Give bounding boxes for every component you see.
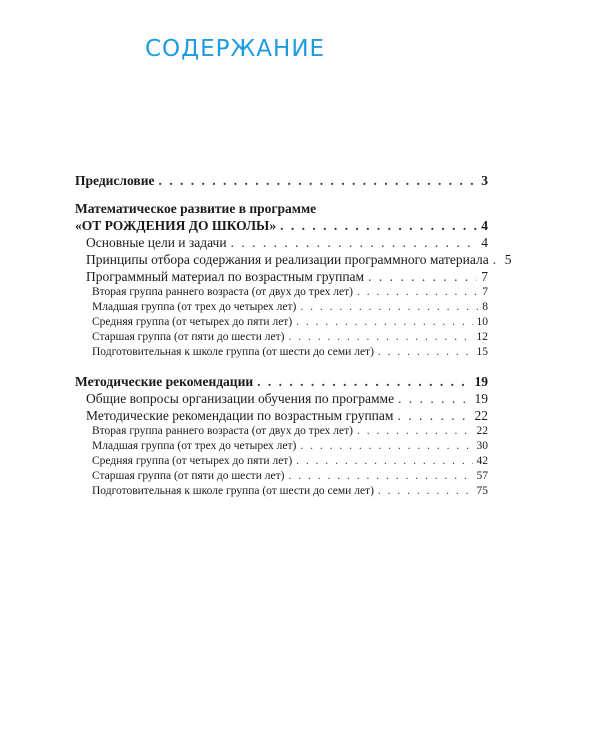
dot-leader (300, 300, 478, 315)
toc-entry-label: Младшая группа (от трех до четырех лет) (92, 301, 297, 313)
dot-leader (300, 439, 472, 454)
page-title: СОДЕРЖАНИЕ (145, 36, 326, 62)
toc-entry-label: Старшая группа (от пяти до шести лет) (92, 331, 285, 343)
toc-entry[interactable] (75, 407, 488, 424)
dot-leader (257, 373, 470, 390)
toc-entry-page: 42 (476, 455, 488, 467)
toc-entry-label: Программный материал по возрастным группам (86, 269, 365, 284)
dot-leader (357, 424, 473, 439)
dot-leader (296, 454, 472, 469)
toc-entry-page: 19 (474, 391, 488, 406)
dot-leader (280, 217, 477, 234)
toc-entry-page: 4 (481, 218, 488, 233)
toc-entry-page: 22 (476, 425, 488, 437)
toc-entry-preface[interactable] (75, 172, 488, 189)
toc-entry-label: Вторая группа раннего возраста (от двух до трех лет) (92, 425, 353, 437)
toc-entry-page: 19 (474, 374, 488, 389)
toc-entry-page: 4 (481, 235, 488, 250)
toc-entry-label: Предисловие (75, 173, 155, 188)
dot-leader (397, 407, 470, 424)
toc-entry-page: 12 (476, 331, 488, 343)
dot-leader (158, 172, 477, 189)
toc-entry-page: 15 (476, 346, 488, 358)
toc-entry[interactable] (75, 454, 488, 469)
toc-entry-page: 5 (504, 252, 512, 267)
toc-entry-label: Подготовительная к школе группа (от шести до семи лет) (92, 346, 374, 358)
toc-entry-page: 22 (474, 408, 488, 423)
dot-leader (398, 390, 470, 407)
toc-entry-label: Средняя группа (от четырех до пяти лет) (92, 455, 293, 467)
dot-leader (296, 315, 472, 330)
toc-entry-label: Основные цели и задачи (86, 235, 227, 250)
toc-entry-page: 7 (482, 286, 488, 298)
toc-entry[interactable] (75, 484, 488, 499)
toc-entry-page: 57 (476, 470, 488, 482)
toc-entry-label: «ОТ РОЖДЕНИЯ ДО ШКОЛЫ» (75, 218, 277, 233)
toc-entry[interactable] (75, 469, 488, 484)
toc-entry-label: Подготовительная к школе группа (от шести до семи лет) (92, 485, 374, 497)
toc-entry[interactable] (75, 300, 488, 315)
section1-items (75, 234, 512, 360)
toc-entry-label: Младшая группа (от трех до четырех лет) (92, 440, 297, 452)
toc-entry-label: Старшая группа (от пяти до шести лет) (92, 470, 285, 482)
section-heading-math: Математическое развитие в программе (75, 201, 317, 216)
dot-leader (378, 345, 473, 360)
toc-entry[interactable] (75, 251, 512, 268)
toc-entry-page: 7 (481, 269, 488, 284)
section2-items (75, 390, 488, 499)
table-of-contents (75, 172, 512, 499)
toc-entry[interactable] (75, 390, 488, 407)
toc-entry-page: 3 (481, 173, 488, 188)
dot-leader (231, 234, 478, 251)
toc-entry[interactable] (75, 345, 488, 360)
toc-entry[interactable] (75, 268, 488, 285)
toc-entry[interactable] (75, 315, 488, 330)
toc-entry-label: Принципы отбора содержания и реализации программного материала (86, 252, 489, 267)
dot-leader (368, 268, 477, 285)
toc-entry-label: Вторая группа раннего возраста (от двух до трех лет) (92, 286, 353, 298)
toc-entry[interactable] (75, 285, 488, 300)
dot-leader (288, 469, 472, 484)
toc-entry-page: 8 (482, 301, 488, 313)
toc-entry-label: Методические рекомендации по возрастным группам (86, 408, 394, 423)
toc-entry-page: 75 (476, 485, 488, 497)
dot-leader (288, 330, 472, 345)
dot-leader (493, 251, 501, 268)
toc-entry[interactable] (75, 330, 488, 345)
dot-leader (357, 285, 478, 300)
toc-entry[interactable] (75, 424, 488, 439)
toc-entry-section1[interactable] (75, 217, 488, 234)
toc-entry[interactable] (75, 234, 488, 251)
toc-entry-label: Средняя группа (от четырех до пяти лет) (92, 316, 293, 328)
toc-entry-section2[interactable] (75, 373, 488, 390)
dot-leader (378, 484, 473, 499)
toc-entry-page: 10 (476, 316, 488, 328)
toc-entry[interactable] (75, 439, 488, 454)
toc-entry-label: Методические рекомендации (75, 374, 254, 389)
toc-entry-page: 30 (476, 440, 488, 452)
toc-entry-label: Общие вопросы организации обучения по программе (86, 391, 395, 406)
